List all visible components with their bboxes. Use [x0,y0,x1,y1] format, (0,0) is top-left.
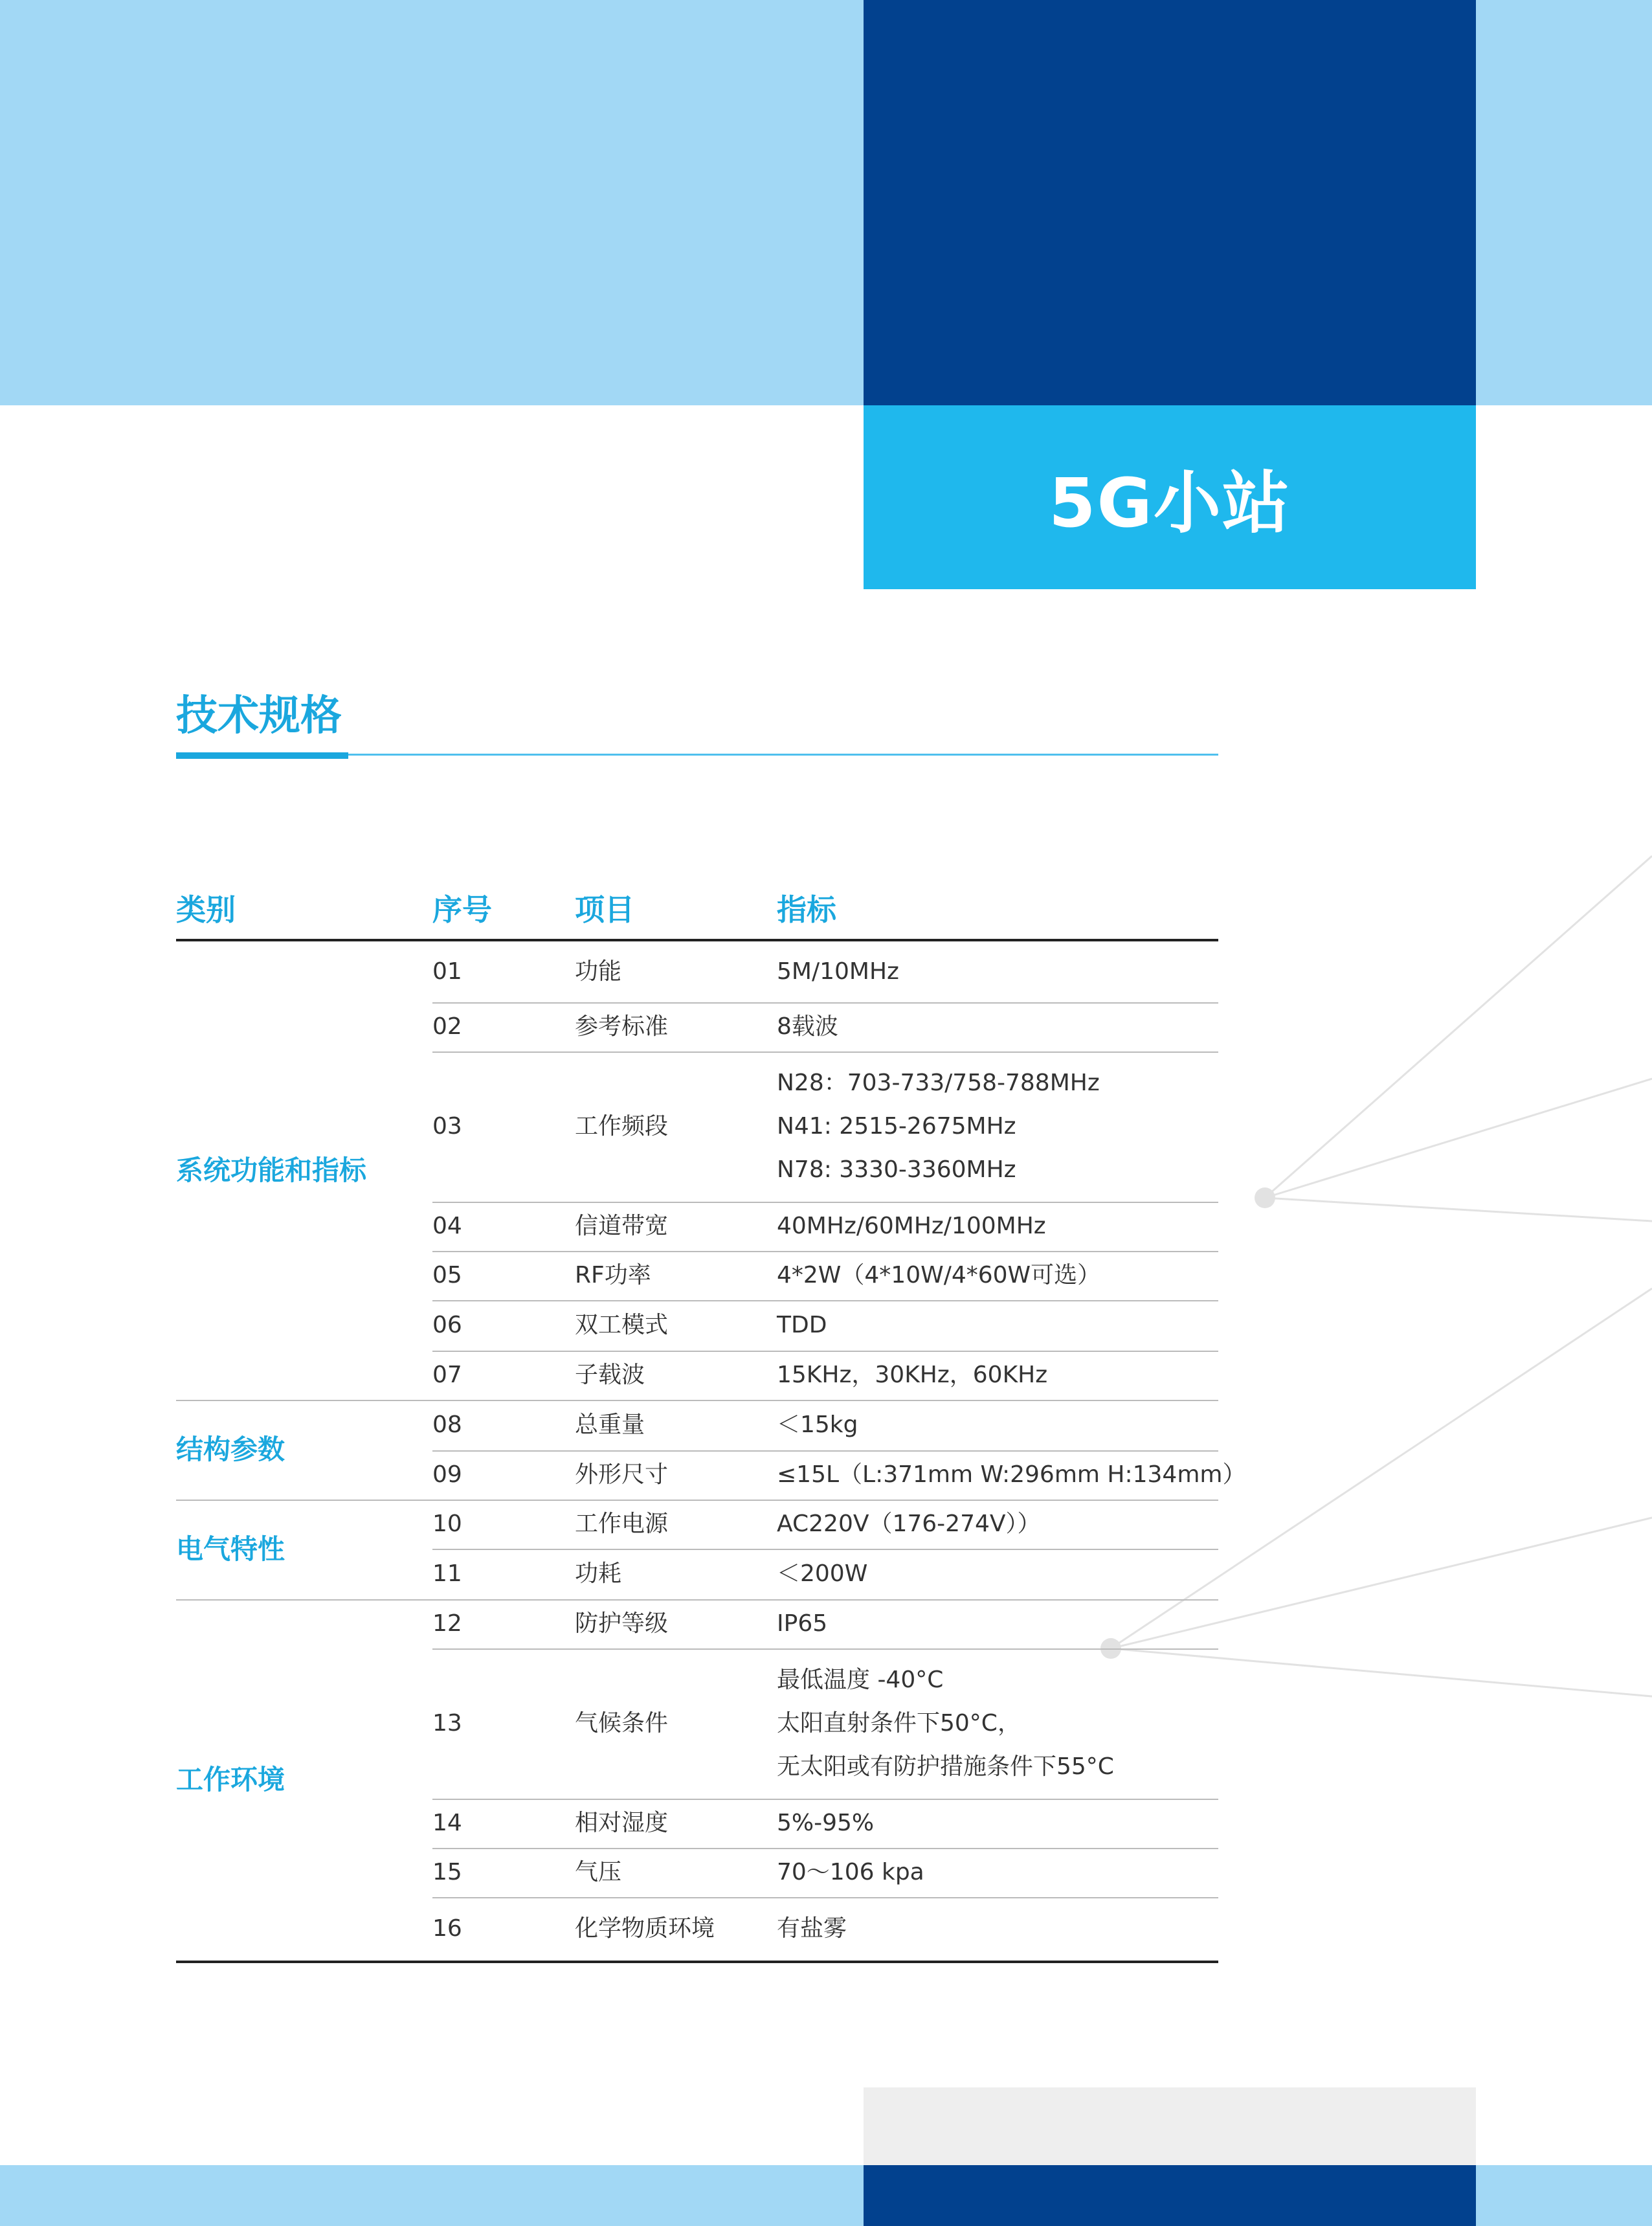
row-item: 相对湿度 [575,1810,669,1836]
group-divider [176,1400,1218,1401]
row-item: 气压 [575,1859,622,1885]
section-underline-accent [176,752,348,759]
category-label: 电气特性 [176,1533,285,1565]
row-index: 07 [432,1362,462,1388]
row-index: 08 [432,1411,462,1438]
row-item: 功耗 [575,1560,622,1587]
row-spec: ≤15L（L:371mm W:296mm H:134mm） [777,1461,1246,1488]
row-divider [432,1202,1218,1203]
header-index: 序号 [432,892,492,927]
row-spec: 5M/10MHz [777,958,899,985]
row-spec: 8载波 [777,1013,838,1040]
group-divider [176,1500,1218,1501]
row-item: 参考标准 [575,1013,669,1040]
footer-dark-block [864,2165,1476,2226]
row-index: 06 [432,1312,462,1338]
row-item: 双工模式 [575,1312,669,1338]
row-spec: N28：703-733/758-788MHz [777,1070,1100,1096]
page-title: 5G小站 [1049,464,1291,543]
row-divider [432,1251,1218,1252]
row-index: 11 [432,1560,462,1587]
row-divider [432,1799,1218,1800]
row-spec: 太阳直射条件下50°C， [777,1710,1021,1737]
row-divider [432,1549,1218,1550]
row-index: 10 [432,1511,462,1537]
row-index: 05 [432,1262,462,1288]
row-spec: TDD [777,1312,827,1338]
header-category: 类别 [176,892,236,927]
row-spec: IP65 [777,1610,828,1637]
row-divider [432,1351,1218,1352]
row-index: 12 [432,1610,462,1637]
row-divider [432,1002,1218,1004]
row-item: 信道带宽 [575,1213,669,1239]
table-top-rule [176,939,1218,941]
row-spec: 最低温度 -40°C [777,1667,944,1693]
header-spec: 指标 [777,892,836,927]
row-spec: AC220V（176-274V）） [777,1511,1041,1537]
row-item: 总重量 [575,1411,645,1438]
row-spec: ＜15kg [777,1411,858,1438]
header-item: 项目 [575,892,634,927]
row-index: 01 [432,958,462,985]
row-index: 09 [432,1461,462,1488]
category-label: 工作环境 [176,1764,285,1795]
row-index: 16 [432,1915,462,1942]
row-index: 14 [432,1810,462,1836]
row-item: RF功率 [575,1262,651,1288]
row-item: 防护等级 [575,1610,669,1637]
row-spec: 70～106 kpa [777,1859,924,1885]
row-divider [432,1648,1218,1650]
row-item: 子载波 [575,1362,645,1388]
category-label: 结构参数 [176,1433,285,1465]
row-spec: 无太阳或有防护措施条件下55°C [777,1753,1114,1780]
row-divider [432,1450,1218,1452]
row-index: 13 [432,1710,462,1737]
row-item: 气候条件 [575,1710,669,1737]
row-spec: 40MHz/60MHz/100MHz [777,1213,1046,1239]
row-item: 外形尺寸 [575,1461,669,1488]
row-index: 03 [432,1113,462,1140]
row-index: 15 [432,1859,462,1885]
section-title: 技术规格 [176,692,342,740]
row-divider [432,1300,1218,1301]
row-item: 工作频段 [575,1113,669,1140]
row-item: 工作电源 [575,1511,669,1537]
footer-gray-block [864,2087,1476,2165]
row-divider [432,1848,1218,1849]
category-label: 系统功能和指标 [176,1154,367,1186]
row-spec: 15KHz，30KHz，60KHz [777,1362,1048,1388]
row-item: 化学物质环境 [575,1915,715,1942]
group-divider [176,1599,1218,1601]
network-node [1255,1187,1275,1208]
row-divider [432,1051,1218,1053]
row-index: 02 [432,1013,462,1040]
row-divider [432,1897,1218,1898]
row-spec: ＜200W [777,1560,868,1587]
row-spec: 5%-95% [777,1810,875,1836]
table-bottom-rule [176,1961,1218,1963]
row-spec: 4*2W（4*10W/4*60W可选） [777,1262,1101,1288]
row-spec: N41: 2515-2675MHz [777,1113,1016,1140]
row-spec: N78: 3330-3360MHz [777,1156,1016,1183]
row-item: 功能 [575,958,622,985]
row-index: 04 [432,1213,462,1239]
row-spec: 有盐雾 [777,1915,847,1942]
